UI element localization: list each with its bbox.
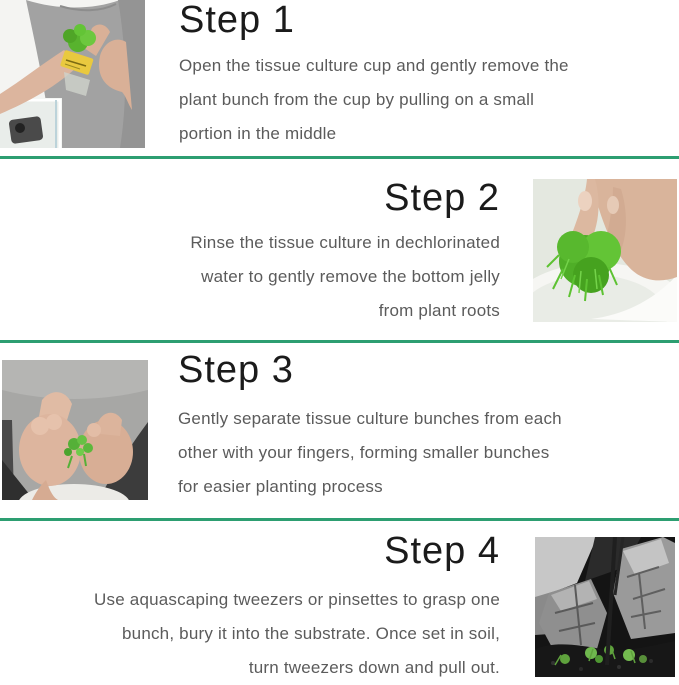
step3-line2: other with your fingers, forming smaller bunches [178,443,550,462]
step2-line2: water to gently remove the bottom jelly [201,267,500,286]
step4-photo [535,537,675,677]
section-divider [0,340,679,343]
step4-description [94,583,500,685]
step1-line3: portion in the middle [179,124,337,143]
step2-description [190,226,500,328]
step2-line3: from plant roots [378,301,500,320]
step1-section [179,0,569,151]
step2-line1: Rinse the tissue culture in dechlorinated [190,233,500,252]
step4-line2: bunch, bury it into the substrate. Once set in soil, [122,624,500,643]
step1-photo [0,0,145,148]
step3-title: Step 3 [178,349,294,391]
step1-line1: Open the tissue culture cup and gently remove the [179,56,569,75]
step1-description [179,49,569,151]
step4-line3: turn tweezers down and pull out. [248,658,500,677]
step4-section [94,529,500,685]
section-divider [0,518,679,521]
step3-section [178,348,562,504]
step3-line3: for easier planting process [178,477,383,496]
step1-line2: plant bunch from the cup by pulling on a small [179,90,535,109]
step4-line1: Use aquascaping tweezers or pinsettes to grasp one [94,590,500,609]
step3-description [178,402,562,504]
step2-title: Step 2 [384,177,500,219]
step3-line1: Gently separate tissue culture bunches from each [178,409,562,428]
step4-title: Step 4 [384,530,500,572]
step1-title: Step 1 [179,0,295,41]
step2-photo [533,179,677,322]
step3-photo [2,360,148,500]
step2-section [190,176,500,328]
section-divider [0,156,679,159]
